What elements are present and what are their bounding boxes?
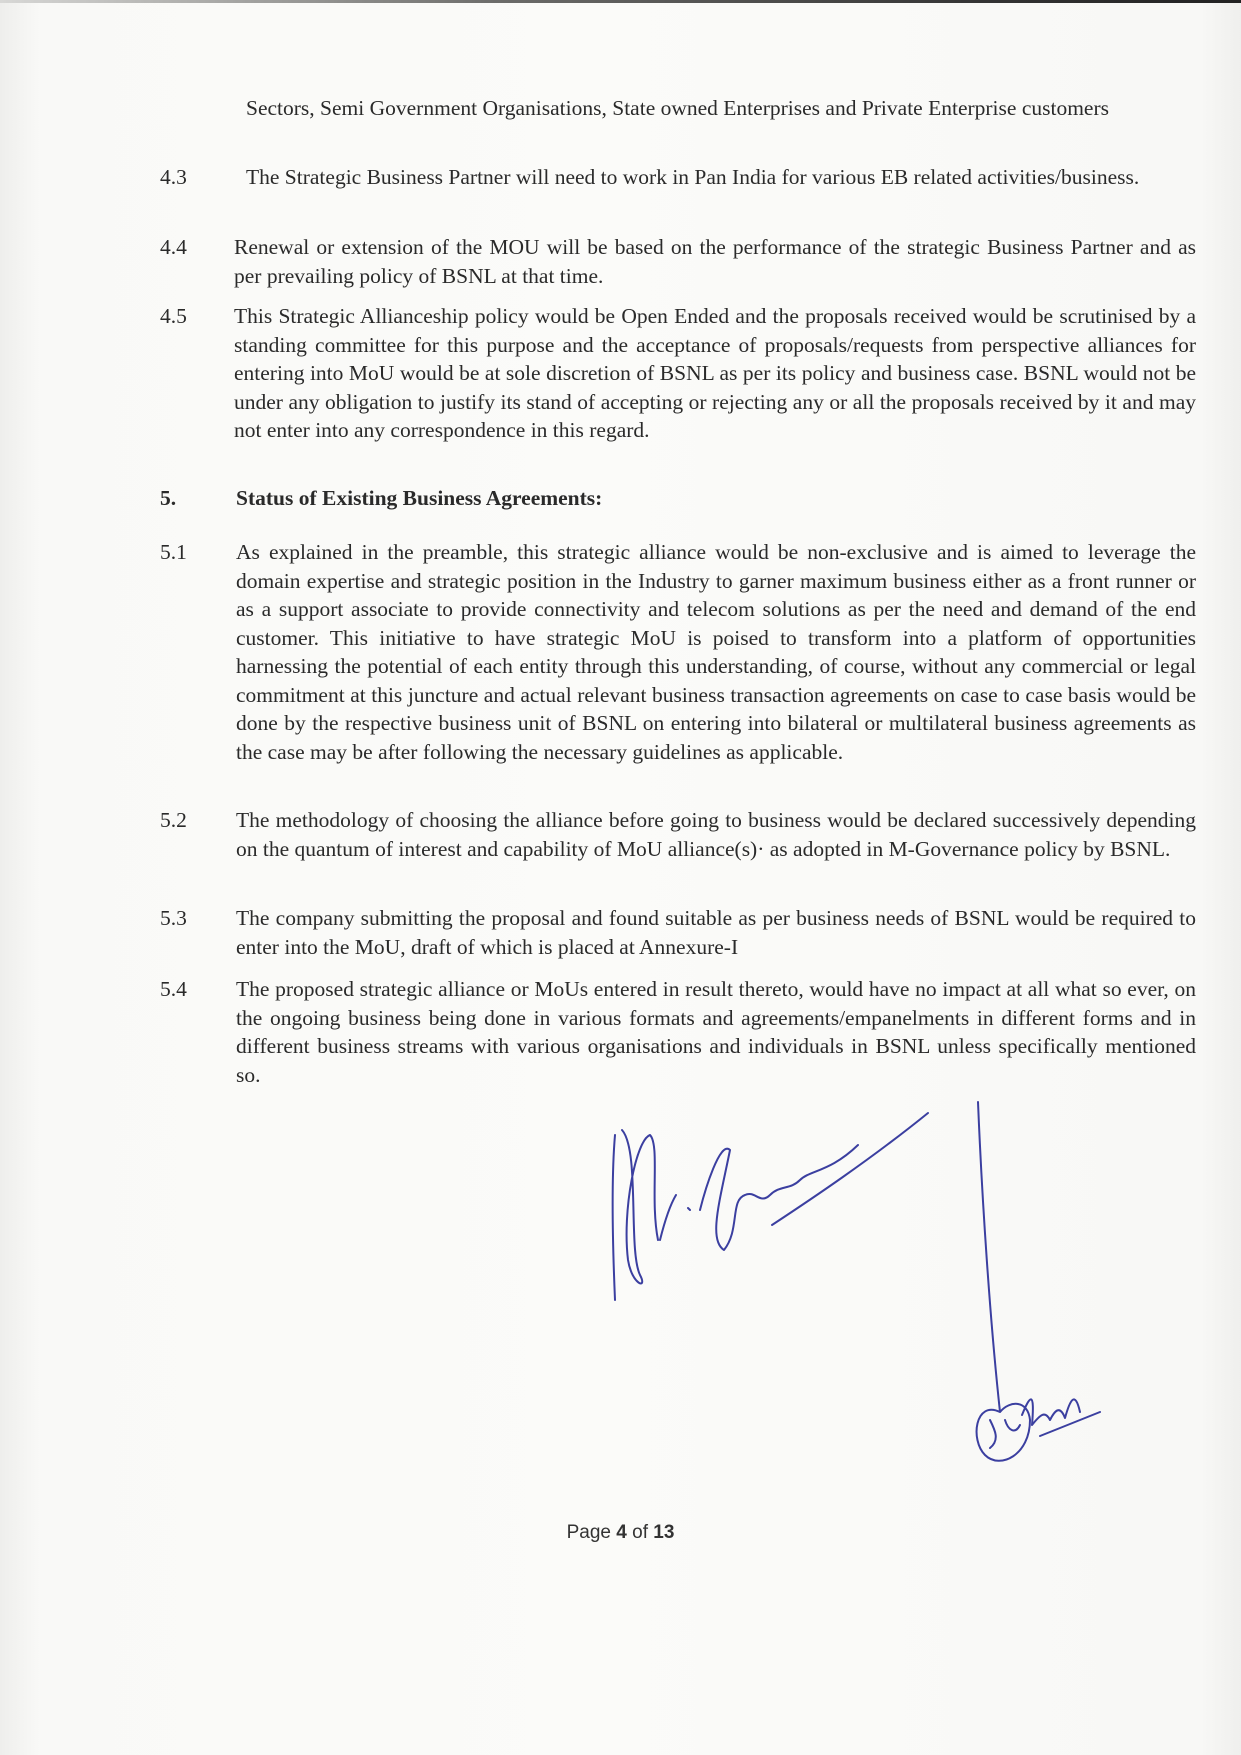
section-title: Status of Existing Business Agreements: <box>236 486 603 510</box>
section-number: 5. <box>160 486 177 510</box>
clause-text: The company submitting the proposal and found suitable as per business needs of BSNL would be required to enter into the MoU, draft of which is placed at Annexure-I <box>236 906 1196 959</box>
clause-number: 4.5 <box>160 304 187 328</box>
footer-prefix: Page <box>566 1522 617 1543</box>
page-footer <box>0 1522 1241 1544</box>
clause-text: As explained in the preamble, this strategic alliance would be non-exclusive and is aimed to leverage the domain expertise and strategic position in the Industry to garner maximum business either as a front runner or as a support associate to provide connectivity and telecom solutions as per the need and demand of the end customer. This initiative to have strategic MoU is poised to transform into a platform of opportunities harnessing the potential of each entity through this understanding, of course, without any commercial or legal commitment at this juncture and actual relevant business transaction agreements on case to case basis would be done by the respective business unit of BSNL on entering into bilateral or multilateral business agreements as the case may be after following the necessary guidelines as applicable. <box>236 540 1196 764</box>
total-pages-number: 13 <box>653 1522 675 1543</box>
clause-number: 4.3 <box>160 165 187 189</box>
footer-separator: of <box>626 1522 654 1543</box>
clause-text: Renewal or extension of the MOU will be based on the performance of the strategic Business Partner and as per prevailing policy of BSNL at that time. <box>234 235 1196 288</box>
paragraph-text: Sectors, Semi Government Organisations, State owned Enterprises and Private Enterprise customers <box>246 96 1109 120</box>
clause-text: The Strategic Business Partner will need to work in Pan India for various EB related activities/business. <box>246 165 1140 189</box>
signature-2-icon <box>977 1102 1100 1461</box>
clause-number: 4.4 <box>160 235 187 259</box>
clause-number: 5.2 <box>160 808 187 832</box>
signature-1-icon <box>613 1113 928 1300</box>
clause-number: 5.3 <box>160 906 187 930</box>
current-page-number: 4 <box>616 1522 627 1543</box>
clause-text: This Strategic Allianceship policy would be Open Ended and the proposals received would be scrutinised by a standing committee for this purpose and the acceptance of proposals/requests from perspective alliances for entering into MoU would be at sole discretion of BSNL as per its policy and business case. BSNL would not be under any obligation to justify its stand of accepting or rejecting any or all the proposals received by it and may not enter into any correspondence in this regard. <box>234 304 1196 442</box>
clause-number: 5.1 <box>160 540 187 564</box>
clause-number: 5.4 <box>160 977 187 1001</box>
clause-text: The methodology of choosing the alliance before going to business would be declared successively depending on the quantum of interest and capability of MoU alliance(s)· as adopted in M-Governance policy by BSNL. <box>236 808 1196 861</box>
clause-text: The proposed strategic alliance or MoUs entered in result thereto, would have no impact at all what so ever, on the ongoing business being done in various formats and agreements/empanelments in different forms and in different business streams with various organisations and individuals in BSNL unless specifically mentioned so. <box>236 977 1196 1087</box>
